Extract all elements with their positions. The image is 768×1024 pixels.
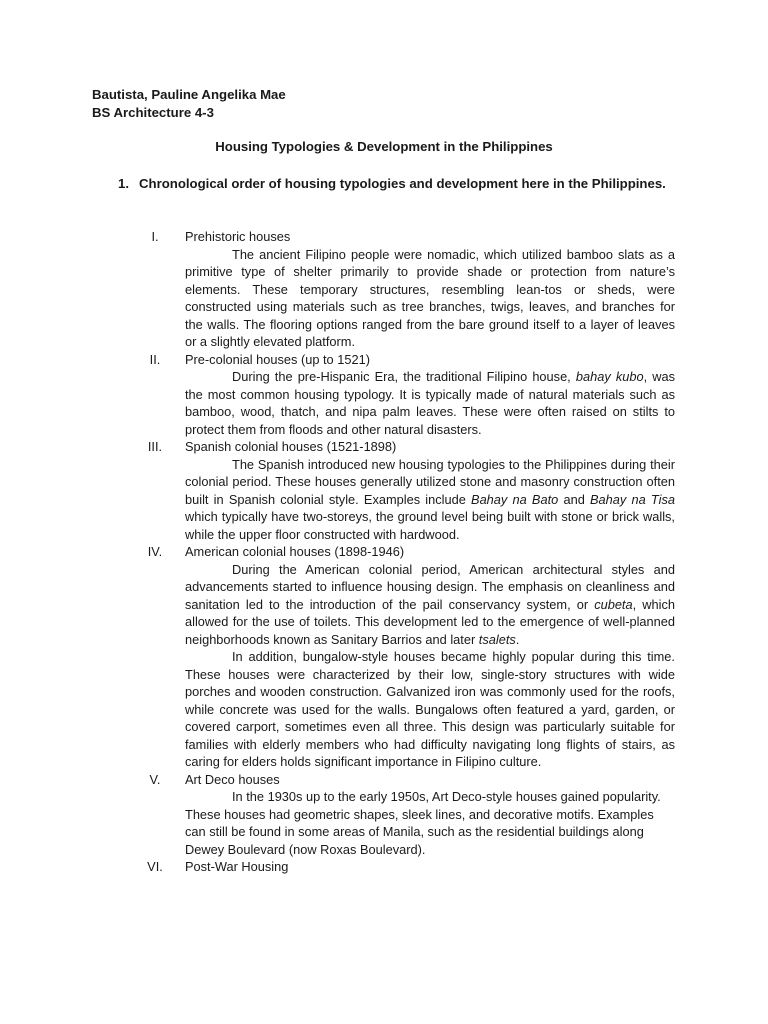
section-title: Spanish colonial houses (1521-1898) <box>185 439 397 454</box>
author-course: BS Architecture 4-3 <box>92 105 214 120</box>
section-post-war <box>140 858 675 876</box>
section-paragraph: The Spanish introduced new housing typologies to the Philippines during their colonial period. These houses generally utilized stone and masonry construction often built in Spanish colonial style. Examples include Bahay na Bato and Bahay na Tisa which typically have two-storeys, the ground level being built with stone or brick walls, while the upper floor constructed with hardwood. <box>185 456 675 542</box>
section-american-colonial <box>140 543 675 771</box>
question-text: Chronological order of housing typologies and development here in the Philippines. <box>139 176 666 191</box>
housing-list <box>140 228 675 876</box>
section-paragraph: During the American colonial period, American architectural styles and advancements started to influence housing design. The emphasis on cleanliness and sanitation led to the introduction of the pail conservancy system, or cubeta, which allowed for the use of toilets. This development led to the emergence of well-planned neighborhoods known as Sanitary Barrios and later tsalets. <box>185 561 675 647</box>
question-number: 1. <box>118 176 129 191</box>
author-name: Bautista, Pauline Angelika Mae <box>92 87 286 102</box>
section-number: IV. <box>147 544 163 559</box>
section-paragraph-2: In addition, bungalow-style houses became highly popular during this time. These houses were characterized by their low, single-story structures with wide porches and wooden construction. Galvanized iron was commonly used for the roofs, while concrete was used for the walls. Bungalows often featured a yard, garden, or covered carport, sometimes even all three. This design was particularly suitable for families with elderly members who had difficulty navigating long flights of stairs, as caring for elders holds significant importance in Filipino culture. <box>185 649 675 769</box>
section-title: Prehistoric houses <box>185 229 291 244</box>
section-number: III. <box>147 439 163 454</box>
section-paragraph: In the 1930s up to the early 1950s, Art Deco-style houses gained popularity. These houses had geometric shapes, sleek lines, and decorative motifs. Examples can still be found in some areas of Manila, such as the residential buildings along Dewey Boulevard (now Roxas Boulevard). <box>185 789 661 857</box>
section-title: Pre-colonial houses (up to 1521) <box>185 351 370 367</box>
section-prehistoric <box>140 228 675 351</box>
author-header <box>92 86 286 122</box>
section-paragraph: The ancient Filipino people were nomadic, which utilized bamboo slats as a primitive type of shelter primarily to provide shade or protection from nature’s elements. These temporary structures, resembling lean-tos or sheds, were constructed using materials such as tree branches, twigs, leaves, and branches for the walls. The flooring options ranged from the bare ground itself to a layer of leaves or a slightly elevated platform. <box>185 246 675 349</box>
section-paragraph: During the pre-Hispanic Era, the traditional Filipino house, bahay kubo, was the most common housing typology. It is typically made of natural materials such as bamboo, wood, thatch, and nipa palm leaves. These were often raised on stilts to protect them from floods and other natural disasters. <box>185 369 675 437</box>
section-pre-colonial <box>140 351 675 439</box>
section-art-deco <box>140 771 675 859</box>
question-heading <box>118 175 678 193</box>
section-number: I. <box>151 229 159 244</box>
section-title: Post-War Housing <box>185 859 289 874</box>
section-title: Art Deco houses <box>185 771 280 787</box>
section-title: American colonial houses (1898-1946) <box>185 544 405 559</box>
section-spanish-colonial <box>140 438 675 543</box>
section-number: V. <box>149 771 161 787</box>
document-title: Housing Typologies & Development in the Philippines <box>215 139 553 154</box>
section-number: VI. <box>147 859 163 874</box>
section-number: II. <box>149 351 161 367</box>
